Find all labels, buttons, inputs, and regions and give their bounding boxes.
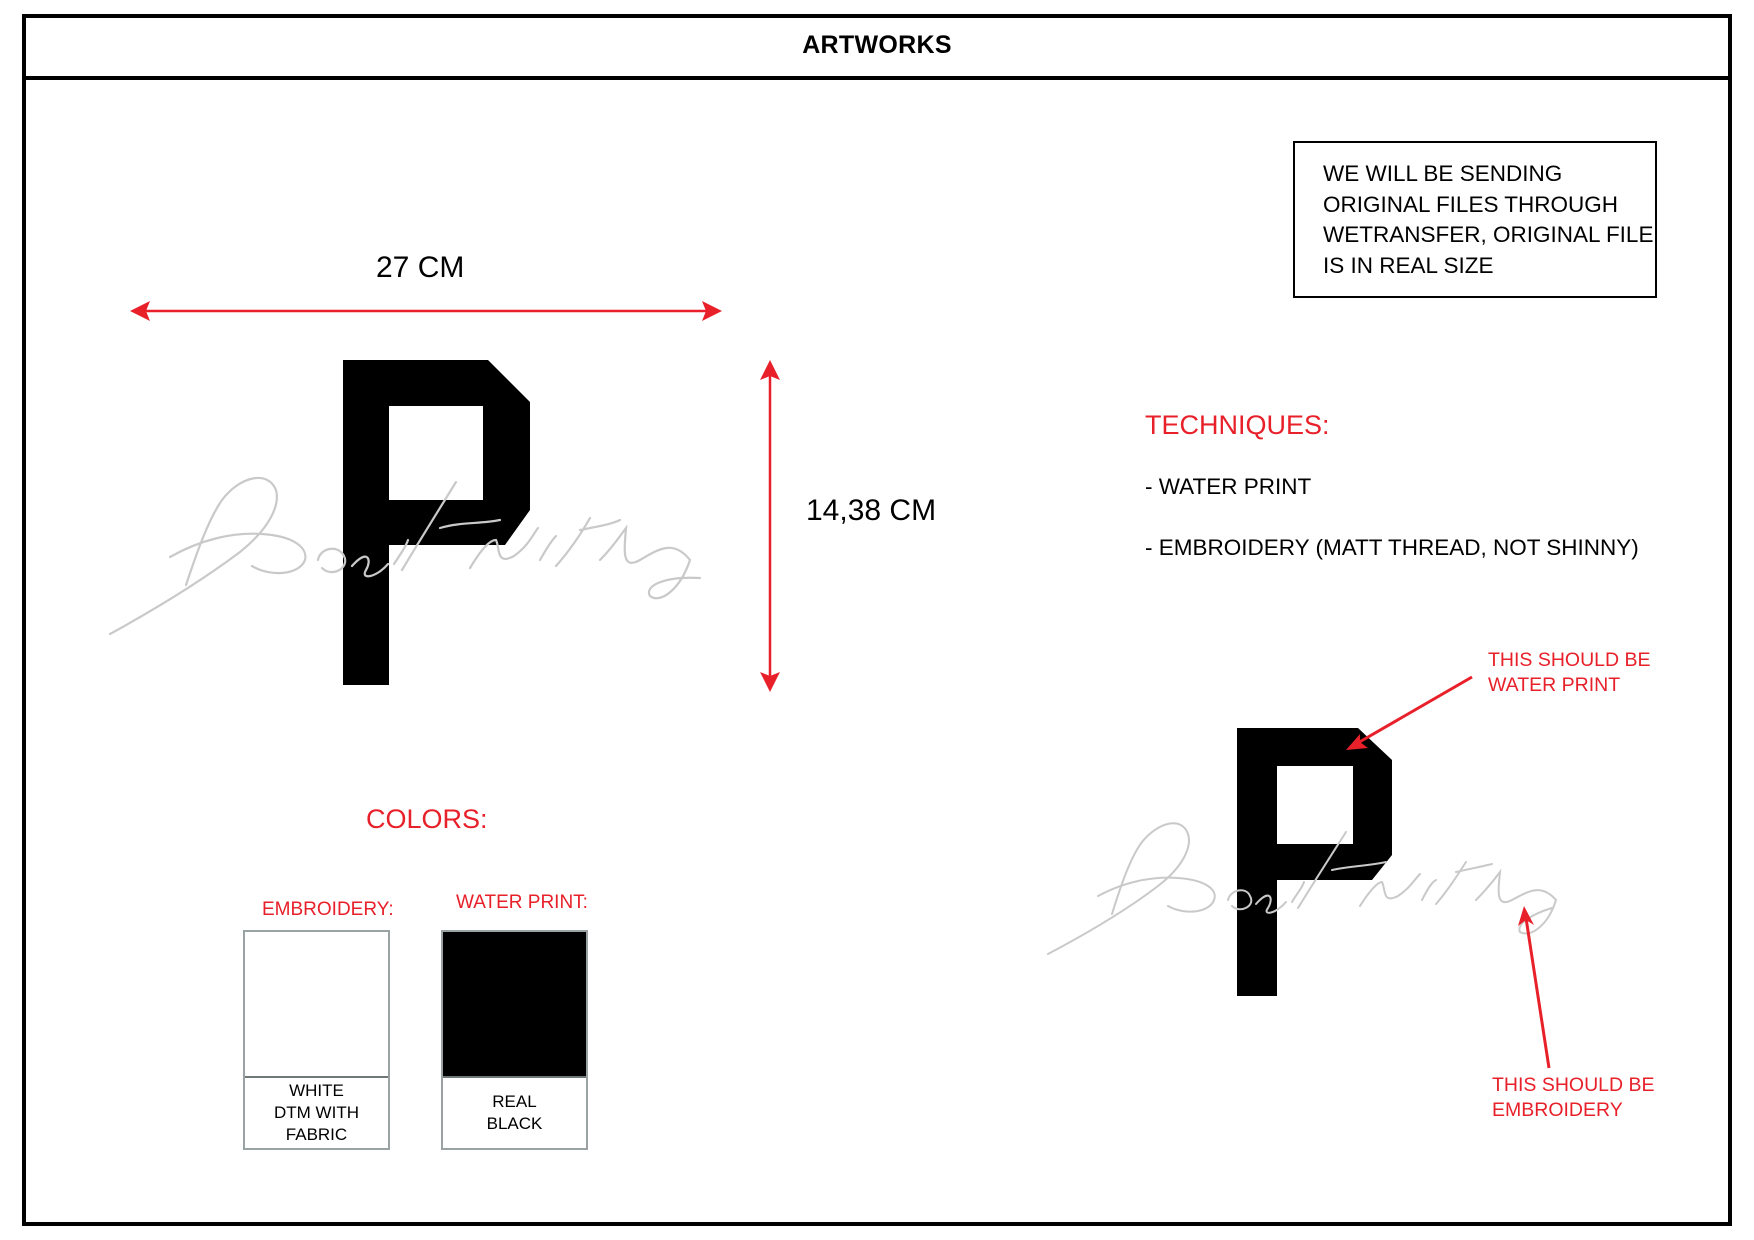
swatch-label-embroidery: EMBROIDERY: xyxy=(262,899,394,920)
callout-line: THIS SHOULD BE xyxy=(1488,649,1651,671)
swatch-fill-white xyxy=(245,932,388,1078)
note-line: ORIGINAL FILES THROUGH xyxy=(1323,191,1619,217)
techniques-title: TECHNIQUES: xyxy=(1145,410,1330,440)
height-dimension-arrow xyxy=(760,360,780,692)
letter-p-small xyxy=(1237,728,1392,996)
color-swatch-water-print xyxy=(441,930,588,1150)
width-dimension-arrow xyxy=(130,301,722,321)
height-dimension-label: 14,38 CM xyxy=(806,494,937,527)
swatch-caption xyxy=(245,1078,388,1148)
color-swatch-embroidery xyxy=(243,930,390,1150)
colors-title: COLORS: xyxy=(366,804,488,834)
callout-line: EMBROIDERY xyxy=(1492,1099,1623,1121)
swatch-caption xyxy=(443,1078,586,1148)
water-print-callout-arrow xyxy=(1346,677,1472,750)
technique-item: - WATER PRINT xyxy=(1145,474,1312,499)
note-line: IS IN REAL SIZE xyxy=(1323,252,1494,278)
page-title: ARTWORKS xyxy=(802,30,952,59)
note-line: WE WILL BE SENDING xyxy=(1323,161,1563,186)
callout-embroidery xyxy=(1492,1073,1655,1123)
technique-item: - EMBROIDERY (MATT THREAD, NOT SHINNY) xyxy=(1145,535,1639,560)
swatch-caption-text: WHITE DTM WITH FABRIC xyxy=(274,1081,359,1144)
callout-water-print xyxy=(1488,648,1651,698)
letter-p-large xyxy=(343,360,530,685)
script-signature-small xyxy=(1048,823,1556,954)
swatch-fill-black xyxy=(443,932,586,1078)
swatch-caption-text: REAL BLACK xyxy=(486,1092,543,1133)
width-dimension-label: 27 CM xyxy=(376,251,465,284)
note-line: WETRANSFER, ORIGINAL FILE xyxy=(1323,222,1654,247)
swatch-label-water-print: WATER PRINT: xyxy=(456,892,588,913)
embroidery-callout-arrow xyxy=(1518,906,1549,1068)
file-delivery-note xyxy=(1293,141,1657,298)
callout-line: WATER PRINT xyxy=(1488,674,1621,696)
callout-line: THIS SHOULD BE xyxy=(1492,1074,1655,1096)
